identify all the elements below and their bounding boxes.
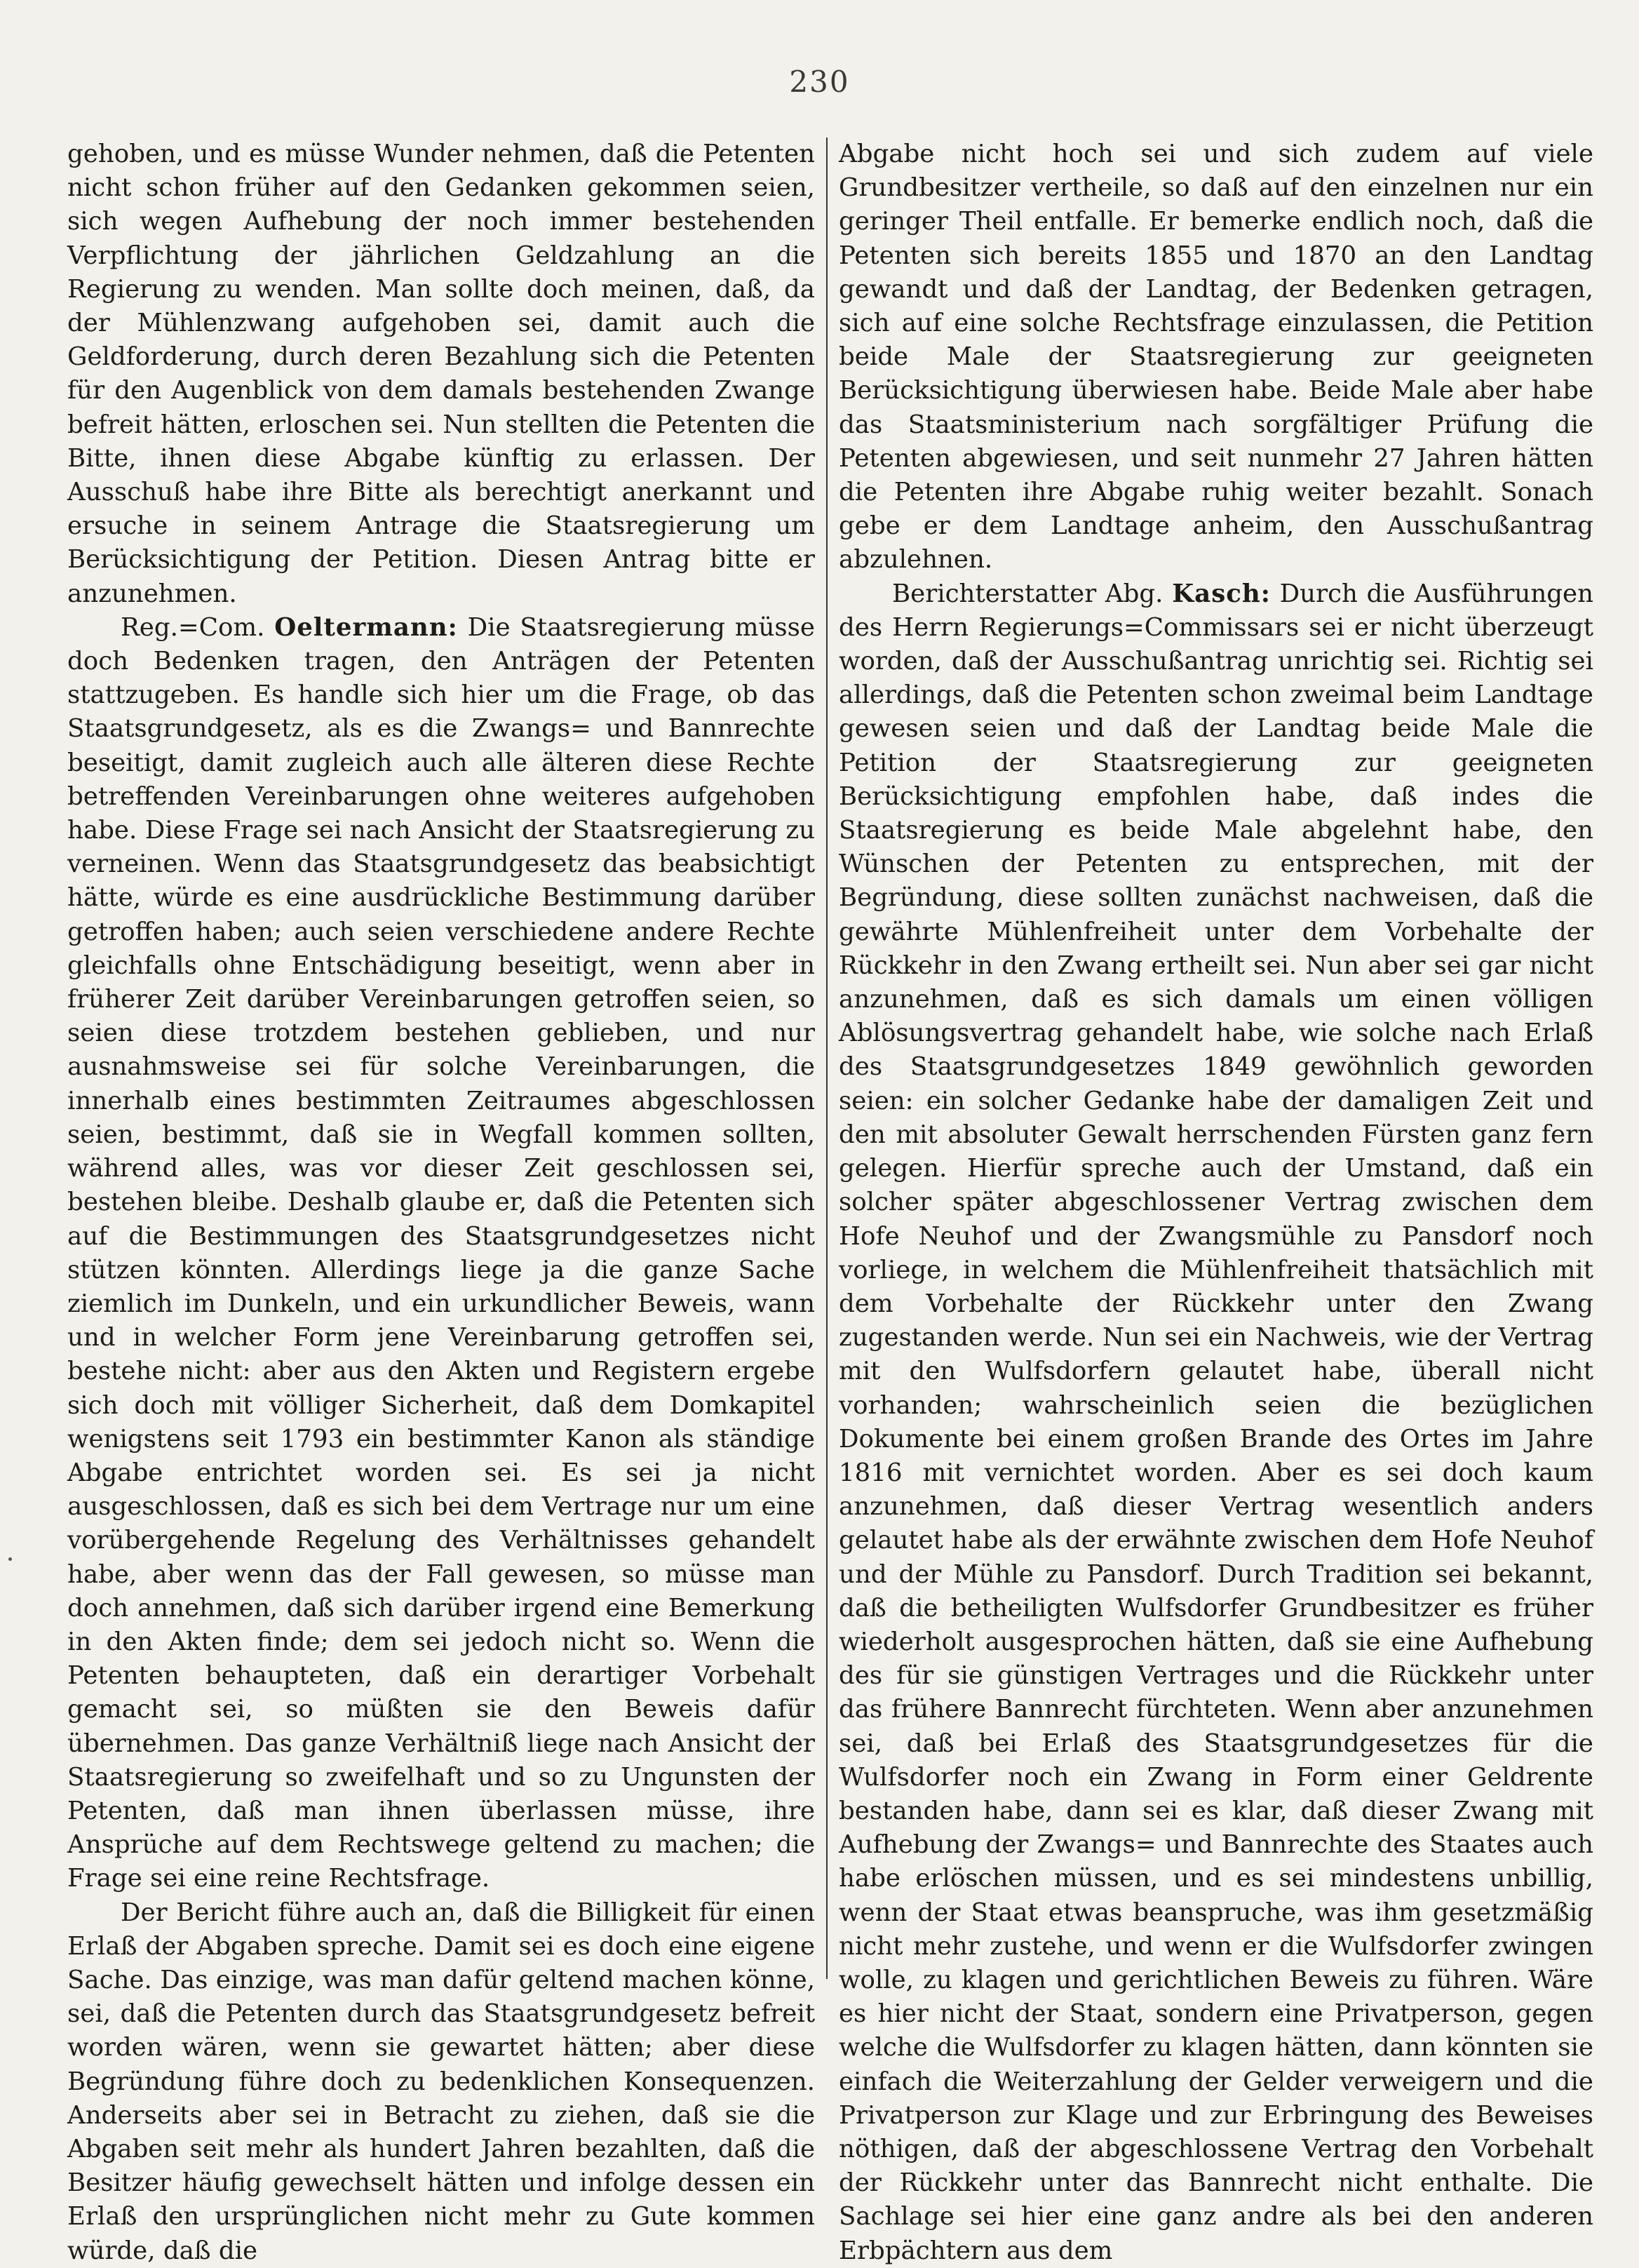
left-column bbox=[67, 137, 815, 2265]
margin-dot bbox=[8, 1557, 12, 1561]
speaker-name: Kasch: bbox=[1172, 579, 1271, 608]
left-paragraph-3: Der Bericht führe auch an, daß die Billigkeit für einen Erlaß der Abgaben spreche. Damit sei es doch eine eigene Sache. Das einzige, was man dafür geltend machen könne, sei, daß die Petenten durch das Staatsgrundgesetz befreit worden wären, wenn sie gewartet hätten; aber diese Begründung führe doch zu bedenklichen Konsequenzen. Anderseits aber sei in Betracht zu ziehen, daß sie die Abgaben seit mehr als hundert Jahren bezahlten, daß die Besitzer häufig gewechselt hätten und infolge dessen ein Erlaß den ursprünglichen nicht mehr zu Gute kommen würde, daß die bbox=[67, 1898, 815, 2265]
speech-text: Durch die Ausführungen des Herrn Regierungs=Commissars sei er nicht überzeugt worden, daß der Ausschußantrag unrichtig sei. Richtig sei allerdings, daß die Petenten schon zweimal beim Landtage gewesen seien und daß der Landtag beide Male die Petition der Staatsregierung zur geeigneten Berücksichtigung empfohlen habe, daß indes die Staatsregierung es beide Male abgelehnt habe, den Wünschen der Petenten zu entsprechen, mit der Begründung, diese sollten zunächst nachweisen, daß die gewährte Mühlenfreiheit unter dem Vorbehalte der Rückkehr in den Zwang ertheilt sei. Nun aber sei gar nicht anzunehmen, daß es sich damals um einen völligen Ablösungsvertrag gehandelt habe, wie solche nach Erlaß des Staatsgrundgesetzes 1849 gewöhnlich geworden seien: ein solcher Gedanke habe der damaligen Zeit und den mit absoluter Gewalt herrschenden Fürsten ganz fern gelegen. Hierfür spreche auch der Umstand, daß ein solcher später abgeschlossener Vertrag zwischen dem Hofe Neuhof und der Zwangsmühle zu Pansdorf noch vorliege, in welchem die Mühlenfreiheit thatsächlich mit dem Vorbehalte der Rückkehr unter den Zwang zugestanden werde. Nun sei ein Nachweis, wie der Vertrag mit den Wulfsdorfern gelautet habe, überall nicht vorhanden; wahrscheinlich seien die bezüglichen Dokumente bei einem großen Brande des Ortes im Jahre 1816 mit vernichtet worden. Aber es sei doch kaum anzunehmen, daß dieser Vertrag wesentlich anders gelautet habe als der erwähnte zwischen dem Hofe Neuhof und der Mühle zu Pansdorf. Durch Tradition sei bekannt, daß die betheiligten Wulfsdorfer Grundbesitzer es früher wiederholt ausgesprochen hätten, daß sie eine Aufhebung des für sie günstigen Vertrages und die Rückkehr unter das frühere Bannrecht fürchteten. Wenn aber anzunehmen sei, daß bei Erlaß des Staatsgrundgesetzes für die Wulfsdorfer noch ein Zwang in Form einer Geldrente bestanden habe, dann sei es klar, daß dieser Zwang mit Aufhebung der Zwangs= und Bannrechte des Staates auch habe erlöschen müssen, und es sei mindestens unbillig, wenn der Staat etwas beanspruche, was ihm gesetzmäßig nicht mehr zustehe, und wenn er die Wulfsdorfer zwingen wolle, zu klagen und gerichtlichen Beweis zu führen. Wäre es hier nicht der Staat, sondern eine Privatperson, gegen welche die Wulfsdorfer zu klagen hätten, dann könnten sie einfach die Weiterzahlung der Gelder verweigern und die Privatperson zur Klage und zur Erbringung des Beweises nöthigen, daß der abgeschlossene Vertrag den Vorbehalt der Rückkehr unter das Bannrecht nicht enthalte. Die Sachlage sei hier eine ganz andre als bei den anderen Erbpächtern aus dem bbox=[839, 579, 1594, 2265]
left-paragraph-1: gehoben, und es müsse Wunder nehmen, daß die Petenten nicht schon früher auf den Gedanken gekommen seien, sich wegen Aufhebung der noch immer bestehenden Verpflichtung der jährlichen Geldzahlung an die Regierung zu wenden. Man sollte doch meinen, daß, da der Mühlenzwang aufgehoben sei, damit auch die Geldforderung, durch deren Bezahlung sich die Petenten für den Augenblick von dem damals bestehenden Zwange befreit hätten, erloschen sei. Nun stellten die Petenten die Bitte, ihnen diese Abgabe künftig zu erlassen. Der Ausschuß habe ihre Bitte als berechtigt anerkannt und ersuche in seinem Antrage die Staatsregierung um Berücksichtigung der Petition. Diesen Antrag bitte er anzunehmen. bbox=[67, 140, 815, 608]
right-column bbox=[839, 137, 1594, 2265]
speaker-title: Berichterstatter Abg. bbox=[892, 579, 1164, 608]
left-paragraph-2 bbox=[67, 611, 815, 1896]
right-paragraph-1: Abgabe nicht hoch sei und sich zudem auf viele Grundbesitzer vertheile, so daß auf den einzelnen nur ein geringer Theil entfalle. Er bemerke endlich noch, daß die Petenten sich bereits 1855 und 1870 an den Landtag gewandt und daß der Landtag, der Bedenken getragen, sich auf eine solche Rechtsfrage einzulassen, die Petition beide Male der Staatsregierung zur geeigneten Berücksichtigung überwiesen habe. Beide Male aber habe das Staatsministerium nach sorgfältiger Prüfung die Petenten abgewiesen, und seit nunmehr 27 Jahren hätten die Petenten ihre Abgabe ruhig weiter bezahlt. Sonach gebe er dem Landtage anheim, den Ausschußantrag abzulehnen. bbox=[839, 140, 1593, 575]
column-divider bbox=[826, 137, 828, 1979]
page-number: 230 bbox=[789, 65, 850, 99]
right-paragraph-2 bbox=[839, 577, 1593, 2268]
speaker-title: Reg.=Com. bbox=[121, 612, 265, 642]
speaker-name: Oeltermann: bbox=[274, 612, 458, 642]
speech-text: Die Staatsregierung müsse doch Bedenken tragen, den Anträgen der Petenten stattzugeben. Es handle sich hier um die Frage, ob das Staatsgrundgesetz, als es die Zwangs= und Bannrechte beseitigt, damit zugleich auch alle älteren diese Rechte betreffenden Vereinbarungen ohne weiteres aufgehoben habe. Diese Frage sei nach Ansicht der Staatsregierung zu verneinen. Wenn das Staatsgrundgesetz das beabsichtigt hätte, würde es eine ausdrückliche Bestimmung darüber getroffen haben; auch seien verschiedene andere Rechte gleichfalls ohne Entschädigung beseitigt, wenn aber in früherer Zeit darüber Vereinbarungen getroffen seien, so seien diese trotzdem bestehen geblieben, und nur ausnahmsweise sei für solche Vereinbarungen, die innerhalb eines bestimmten Zeitraumes abgeschlossen seien, bestimmt, daß sie in Wegfall kommen sollten, während alles, was vor dieser Zeit geschlossen sei, bestehen bleibe. Deshalb glaube er, daß die Petenten sich auf die Bestimmungen des Staatsgrundgesetzes nicht stützen könnten. Allerdings liege ja die ganze Sache ziemlich im Dunkeln, und ein urkundlicher Beweis, wann und in welcher Form jene Vereinbarung getroffen sei, bestehe nicht: aber aus den Akten und Registern ergebe sich doch mit völliger Sicherheit, daß dem Domkapitel wenigstens seit 1793 ein bestimmter Kanon als ständige Abgabe entrichtet worden sei. Es sei ja nicht ausgeschlossen, daß es sich bei dem Vertrage nur um eine vorübergehende Regelung des Verhältnisses gehandelt habe, aber wenn das der Fall gewesen, so müsse man doch annehmen, daß sich darüber irgend eine Bemerkung in den Akten finde; dem sei jedoch nicht so. Wenn die Petenten behaupteten, daß ein derartiger Vorbehalt gemacht sei, so müßten sie den Beweis dafür übernehmen. Das ganze Verhältniß liege nach Ansicht der Staatsregierung so zweifelhaft und so zu Ungunsten der Petenten, daß man ihnen überlassen müsse, ihre Ansprüche auf dem Rechtswege geltend zu machen; die Frage sei eine reine Rechtsfrage. bbox=[67, 612, 815, 1893]
